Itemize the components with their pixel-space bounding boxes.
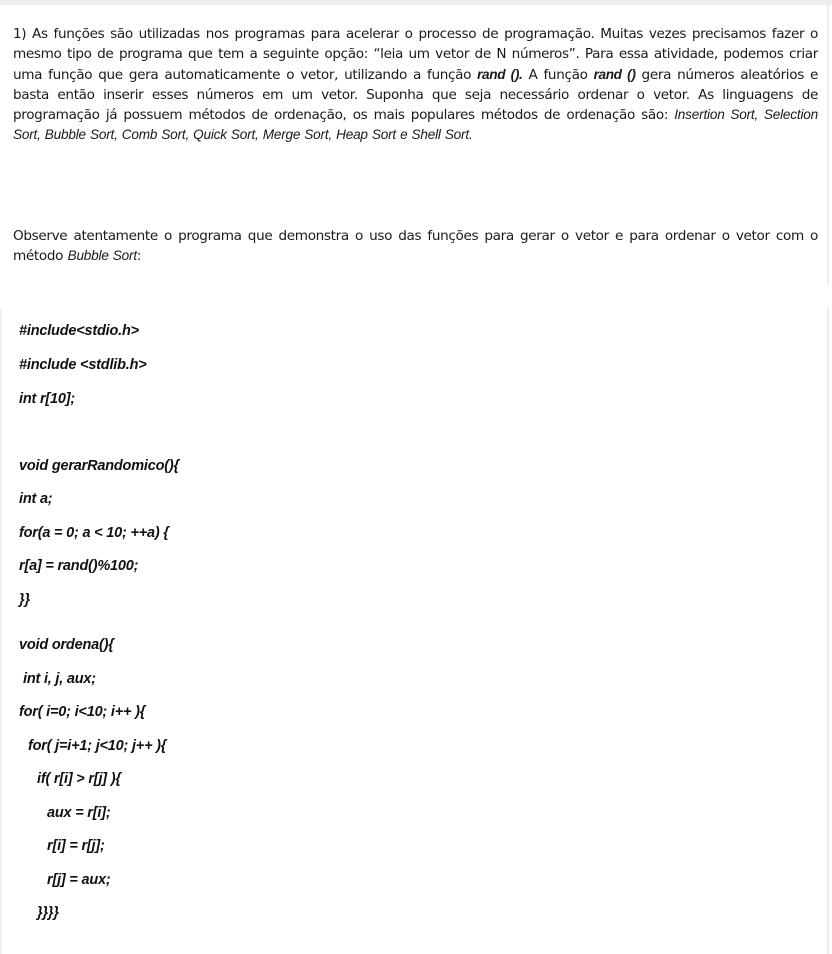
code-line: int i, j, aux;	[23, 671, 96, 687]
code-line: for( i=0; i<10; i++ ){	[19, 704, 146, 720]
code-line: int r[10];	[19, 391, 76, 407]
code-line: aux = r[i];	[47, 805, 111, 821]
code-line: void gerarRandomico(){	[19, 458, 179, 474]
code-line: r[i] = r[j];	[47, 838, 105, 854]
code-block	[0, 308, 829, 954]
code-line: for(a = 0; a < 10; ++a) {	[19, 525, 169, 541]
code-line: r[j] = aux;	[47, 872, 111, 888]
code-line: r[a] = rand()%100;	[19, 558, 139, 574]
code-line: #include <stdlib.h>	[19, 357, 147, 373]
observe-paragraph	[13, 226, 818, 267]
text-segment: :	[136, 248, 142, 265]
code-line: void ordena(){	[19, 637, 114, 653]
text-segment: A função	[522, 66, 594, 83]
text-segment: 1) As funções são utilizadas nos programas para acelerar o processo de programação. Muitas vezes precisamos fazer o mesmo tipo de programa que tem a seguinte opção: “leia um vetor de N números”. Para essa atividade, podemos criar uma função que gera automaticamente o vetor, utilizando a função	[13, 26, 818, 83]
code-line: int a;	[19, 491, 53, 507]
code-line: for( j=i+1; j<10; j++ ){	[28, 738, 167, 754]
code-line: #include<stdio.h>	[19, 323, 139, 339]
question-intro-paragraph	[13, 24, 818, 146]
code-line: if( r[i] > r[j] ){	[37, 771, 121, 787]
text-segment: Insertion Sort, Selection Sort, Bubble Sort, Comb Sort, Quick Sort, Merge Sort, Heap Sort e Shell Sort.	[13, 107, 818, 143]
text-segment: Observe atentamente o programa que demonstra o uso das funções para gerar o vetor e para ordenar o vetor com o método	[13, 228, 818, 265]
code-line: }}}}	[37, 905, 59, 921]
code-line: }}	[19, 592, 30, 608]
text-segment: rand ()	[593, 66, 636, 82]
text-segment: rand ().	[477, 66, 523, 82]
text-segment: gera números aleatórios e basta então inserir esses números em um vetor. Suponha que seja necessário ordenar o vetor. As linguagens de programação já possuem métodos de ordenação, os mais populares métodos de ordenação são:	[13, 66, 818, 124]
text-segment: Bubble Sort	[67, 248, 137, 264]
